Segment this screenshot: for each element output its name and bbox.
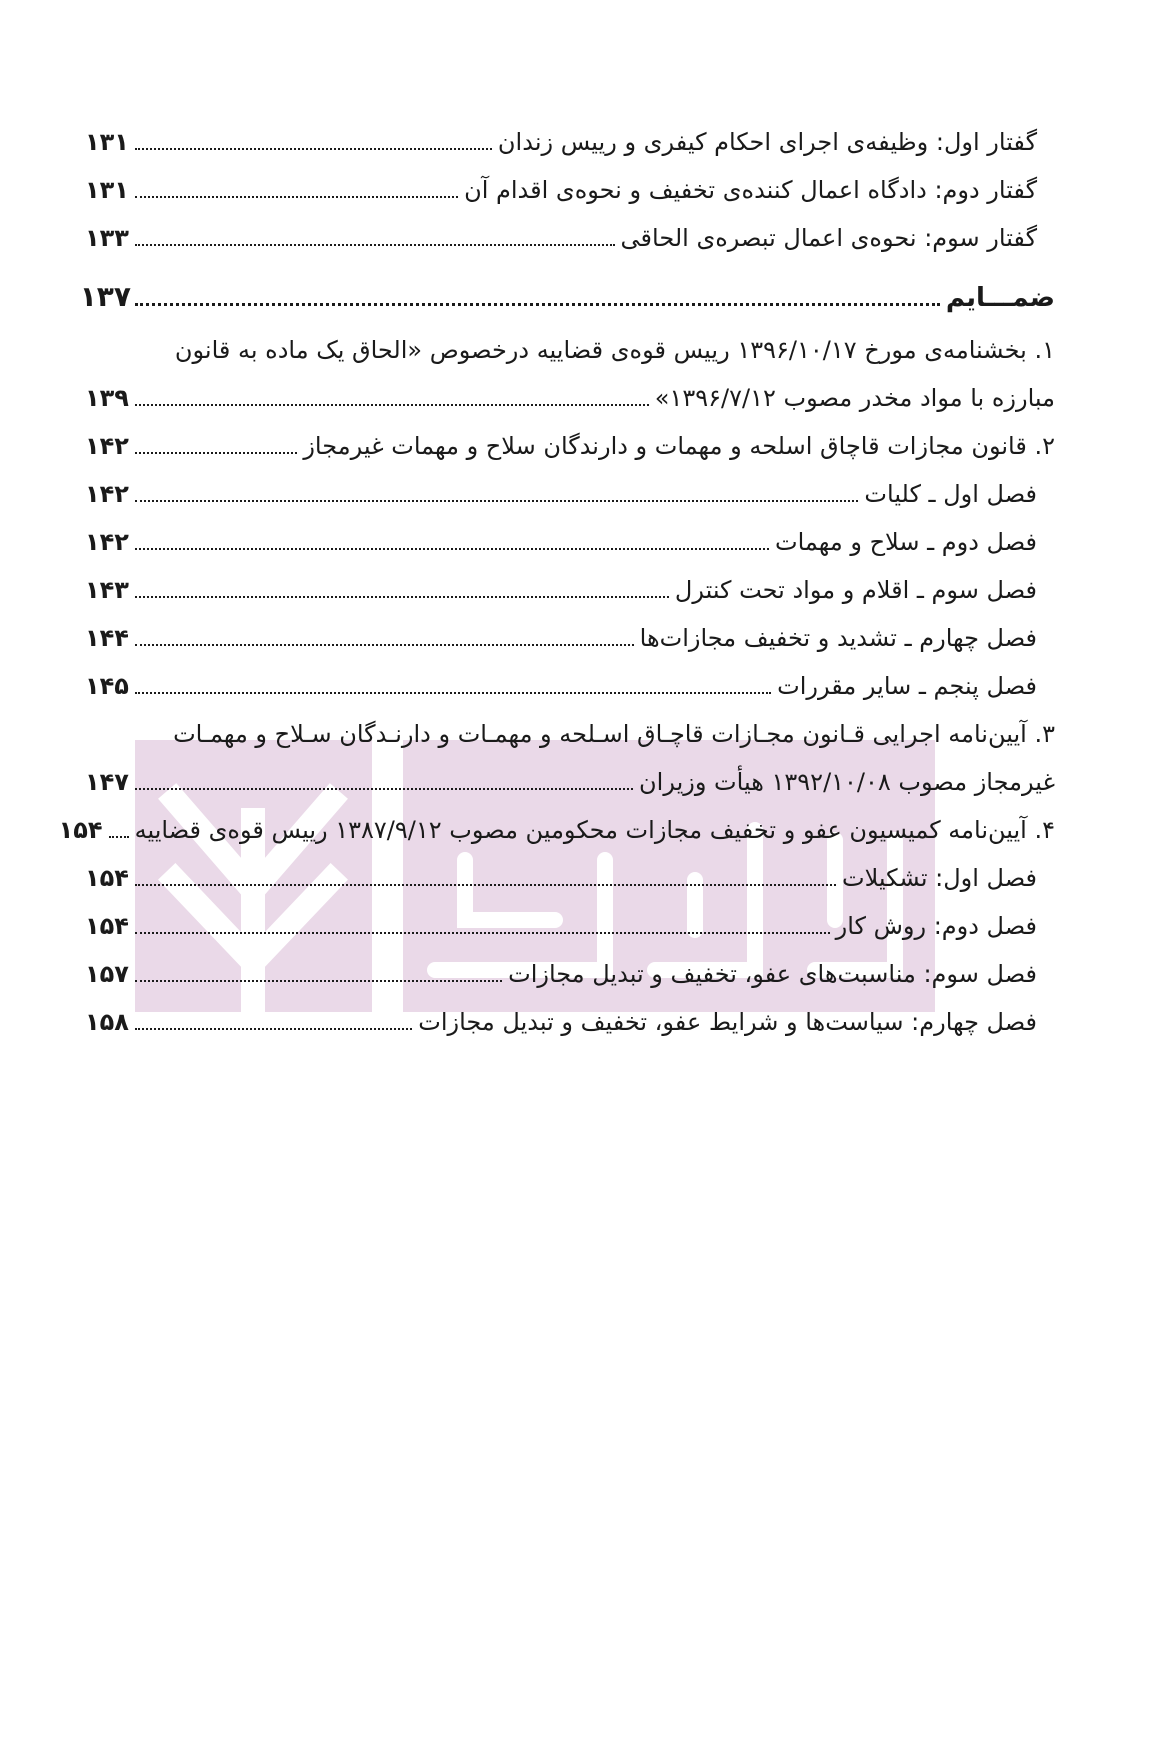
toc-page-number: ۱۵۸ [85,1008,129,1036]
dot-leader [135,980,502,982]
toc-entry-item4-chapter-4[interactable] [85,998,1037,1046]
toc-entry-item2-chapter-4[interactable] [85,614,1037,662]
toc-entry-item3[interactable] [85,758,1055,806]
toc-entry-title: گفتار سوم: نحوه‌ی اعمال تبصره‌ی الحاقی [620,224,1037,252]
toc-page-number: ۱۴۲ [85,528,129,556]
toc-entry-item4[interactable] [58,806,1055,854]
toc-entry-item1-line1: ۱. بخشنامه‌ی مورخ ۱۳۹۶/۱۰/۱۷ رییس قوه‌ی قضاییه درخصوص «الحاق یک ماده به قانون [174,336,1055,364]
toc-entry-title: ۲. قانون مجازات قاچاق اسلحه و مهمات و دارندگان سلاح و مهمات غیرمجاز [303,432,1055,460]
toc-page-number: ۱۳۷ [79,280,131,313]
dot-leader [135,644,634,646]
toc-entry-title: گفتار دوم: دادگاه اعمال کننده‌ی تخفیف و نحوه‌ی اقدام آن [464,176,1037,204]
toc-entry-title: ۴. آیین‌نامه کمیسیون عفو و تخفیف مجازات محکومین مصوب ۱۳۸۷/۹/۱۲ رییس قوه‌ی قضاییه [134,816,1055,844]
toc-page-number: ۱۵۴ [58,816,103,844]
toc-page-number: ۱۵۴ [85,912,129,940]
toc-entry-item2[interactable] [85,422,1055,470]
dot-leader [135,244,615,246]
table-of-contents [58,118,1055,1046]
toc-page-number: ۱۳۱ [85,176,129,204]
dot-leader [135,692,771,694]
toc-entry-item2-chapter-1[interactable] [85,470,1037,518]
toc-entry-item4-chapter-1[interactable] [85,854,1037,902]
toc-entry-title: فصل سوم ـ اقلام و مواد تحت کنترل [674,576,1037,604]
dot-leader [135,148,492,150]
toc-entry-item1[interactable] [85,374,1055,422]
toc-page-number: ۱۵۷ [85,960,129,988]
toc-entry-title: فصل چهارم ـ تشدید و تخفیف مجازات‌ها [639,624,1037,652]
toc-entry-goftar-1[interactable] [85,118,1037,166]
toc-entry-item2-chapter-3[interactable] [85,566,1037,614]
toc-entry-title: مبارزه با مواد مخدر مصوب ۱۳۹۶/۷/۱۲» [654,384,1055,412]
dot-leader [135,548,769,550]
toc-entry-item3-line1: ۳. آیین‌نامه اجرایی قـانون مجـازات قاچـاق اسـلحه و مهمـات و دارنـدگان سـلاح و مهمـات [173,720,1055,748]
toc-entry-title: فصل اول ـ کلیات [864,480,1037,508]
toc-entry-item4-chapter-3[interactable] [85,950,1037,998]
dot-leader [135,452,297,454]
dot-leader [135,196,458,198]
toc-entry-item2-chapter-2[interactable] [85,518,1037,566]
toc-page-number: ۱۴۲ [85,432,129,460]
toc-entry-goftar-3[interactable] [85,214,1037,262]
toc-entry-title: غیرمجاز مصوب ۱۳۹۲/۱۰/۰۸ هیأت وزیران [639,768,1055,796]
toc-entry-title: فصل دوم ـ سلاح و مهمات [775,528,1037,556]
toc-page-number: ۱۴۳ [85,576,129,604]
dot-leader [109,836,129,838]
dot-leader [135,1028,412,1030]
toc-page-number: ۱۴۲ [85,480,129,508]
dot-leader [135,500,858,502]
dot-leader [135,884,836,886]
toc-page-number: ۱۵۴ [85,864,129,892]
dot-leader [135,303,940,306]
toc-page-number: ۱۴۴ [85,624,129,652]
toc-entry-title: فصل اول: تشکیلات [842,864,1037,892]
toc-entry-title: فصل چهارم: سیاست‌ها و شرایط عفو، تخفیف و تبدیل مجازات [418,1008,1037,1036]
toc-entry-title: فصل پنجم ـ سایر مقررات [777,672,1037,700]
dot-leader [135,596,669,598]
section-heading-title: ضمـــایم [945,283,1055,313]
toc-page-number: ۱۳۱ [85,128,129,156]
toc-page-number: ۱۳۳ [85,224,129,252]
toc-page-number: ۱۳۹ [85,384,129,412]
toc-section-heading[interactable] [79,268,1055,326]
dot-leader [135,788,633,790]
dot-leader [135,404,649,406]
toc-page-number: ۱۴۵ [85,672,129,700]
toc-entry-goftar-2[interactable] [85,166,1037,214]
toc-entry-title: فصل دوم: روش کار [835,912,1037,940]
toc-entry-title: گفتار اول: وظیفه‌ی اجرای احکام کیفری و رییس زندان [497,128,1037,156]
toc-entry-item4-chapter-2[interactable] [85,902,1037,950]
dot-leader [135,932,830,934]
toc-entry-item2-chapter-5[interactable] [85,662,1037,710]
toc-page-number: ۱۴۷ [85,768,129,796]
toc-entry-title: فصل سوم: مناسبت‌های عفو، تخفیف و تبدیل مجازات [508,960,1037,988]
